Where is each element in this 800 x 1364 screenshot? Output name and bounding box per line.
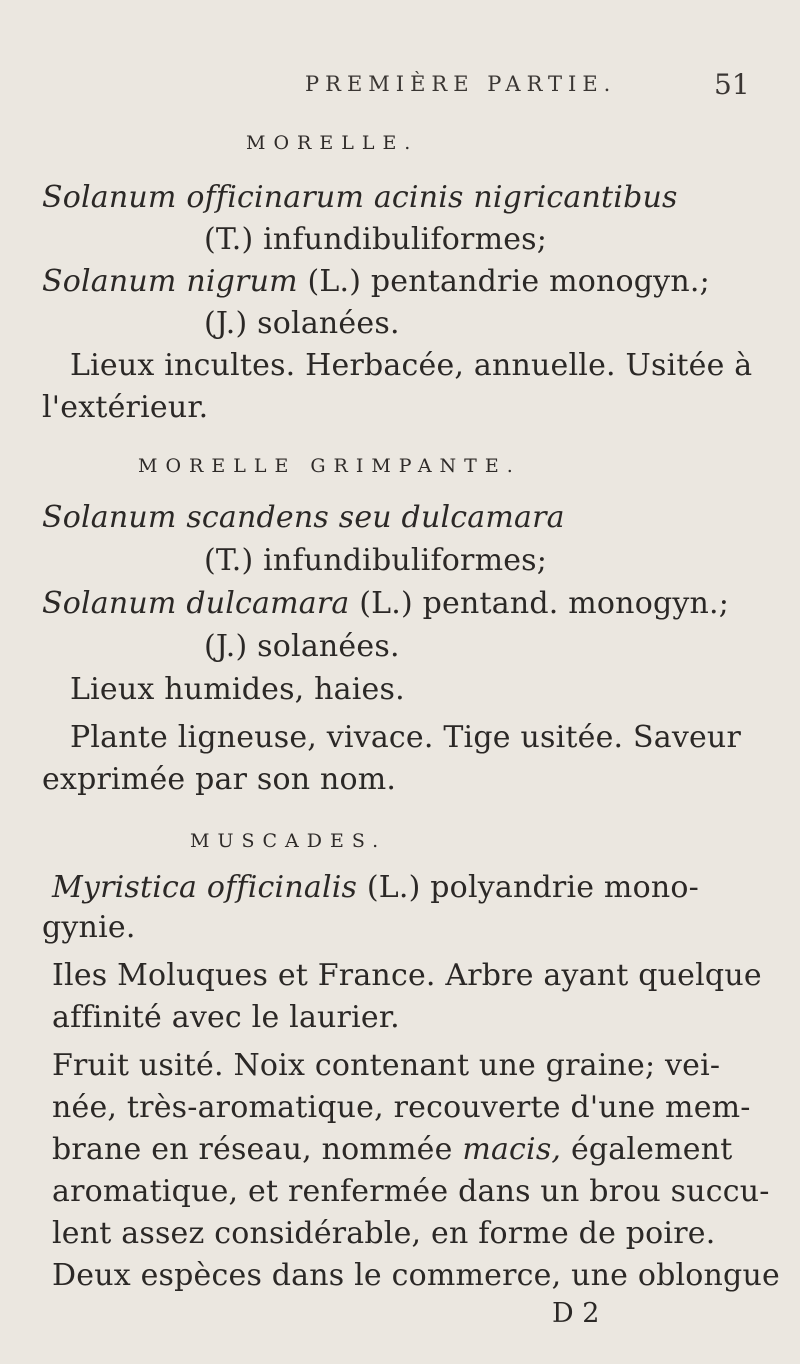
page-number: 51 [714,68,750,101]
printer-signature: D 2 [552,1298,600,1329]
latin-binomial: Solanum nigrum [42,264,298,299]
text-segment: brane en réseau, nommée [52,1132,453,1167]
entry-heading-morelle: MORELLE. [246,132,419,154]
body-text-line: Deux espèces dans le commerce, une oblongue [52,1258,780,1293]
latin-name-tournefort [42,180,678,216]
classification-linnaeus: (L.) pentand. monogyn.; [359,586,730,621]
classification-linnaeus: (L.) polyandrie mono- [366,870,699,905]
latin-name-linnaeus [52,870,699,906]
latin-binomial: Solanum dulcamara [42,586,350,621]
classification-continuation: gynie. [42,910,136,945]
classification-linnaeus: (L.) pentandrie monogyn.; [307,264,710,299]
text-segment: également [570,1132,733,1167]
body-text-line: l'extérieur. [42,390,209,425]
latin-name-linnaeus [42,264,710,300]
body-text-line: Fruit usité. Noix contenant une graine; vei- [52,1048,721,1083]
classification-jussieu: (J.) solanées. [204,306,400,341]
running-title: PREMIÈRE PARTIE. [305,72,617,96]
latin-binomial: Solanum officinarum acinis nigricantibus [42,180,678,215]
body-text-line: née, très-aromatique, recouverte d'une mem- [52,1090,751,1125]
latin-binomial: Myristica officinalis [52,870,358,905]
entry-heading-morelle-grimpante: MORELLE GRIMPANTE. [138,455,521,477]
body-text-line: Plante ligneuse, vivace. Tige usitée. Saveur [70,720,741,755]
classification-jussieu: (J.) solanées. [204,629,400,664]
body-text-line: lent assez considérable, en forme de poire. [52,1216,716,1251]
body-text-line: affinité avec le laurier. [52,1000,400,1035]
classification-tournefort: (T.) infundibuliformes; [204,222,548,257]
body-text-line: Iles Moluques et France. Arbre ayant quelque [52,958,762,993]
body-text-line [52,1132,733,1168]
entry-heading-muscades: MUSCADES. [190,830,387,852]
body-text-line: Lieux humides, haies. [70,672,405,707]
body-text-line: exprimée par son nom. [42,762,397,797]
body-text-line: aromatique, et renfermée dans un brou succu- [52,1174,770,1209]
latin-name-linnaeus [42,586,729,622]
latin-name-tournefort [42,500,565,536]
italic-term: macis, [462,1132,562,1167]
latin-binomial: Solanum scandens seu dulcamara [42,500,565,535]
body-text-line: Lieux incultes. Herbacée, annuelle. Usitée à [70,348,753,383]
classification-tournefort: (T.) infundibuliformes; [204,543,548,578]
